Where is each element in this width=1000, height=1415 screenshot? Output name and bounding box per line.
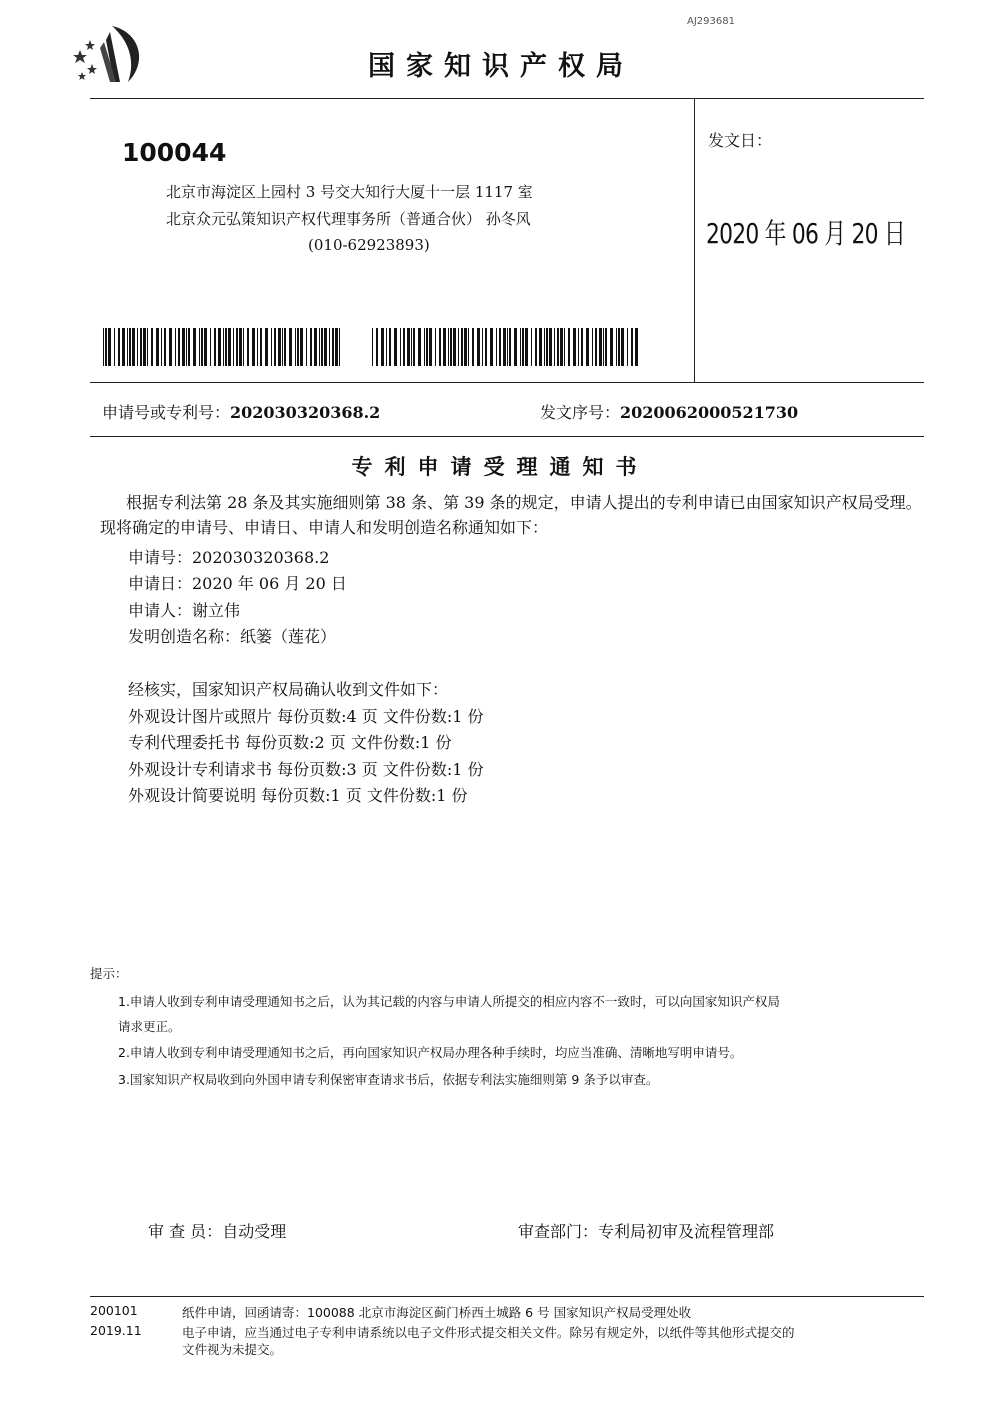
barcode-right-icon xyxy=(372,328,642,366)
barcode-bar xyxy=(295,328,296,366)
barcode-bar xyxy=(193,328,196,366)
barcode-bar xyxy=(429,328,432,366)
postcode: 100044 xyxy=(122,138,227,167)
barcode-bar xyxy=(581,328,583,366)
barcode-bar xyxy=(546,328,548,366)
barcode-bar xyxy=(289,328,292,366)
barcode-bar xyxy=(218,328,221,366)
barcode-bar xyxy=(297,328,299,366)
barcode-bar xyxy=(535,328,537,366)
barcode-bar xyxy=(490,328,493,366)
barcode-bar xyxy=(453,328,456,366)
file-item: 外观设计图片或照片 每份页数:4 页 文件份数:1 份 xyxy=(128,707,484,726)
barcode-bar xyxy=(621,328,624,366)
barcode-bar xyxy=(156,328,159,366)
barcode-bar xyxy=(257,328,258,366)
barcode-bar xyxy=(499,328,501,366)
barcode-bar xyxy=(482,328,483,366)
field-applicant: 申请人：谢立伟 xyxy=(128,601,241,620)
barcode-bar xyxy=(403,328,405,366)
barcode-bar xyxy=(319,328,320,366)
file-item: 专利代理委托书 每份页数:2 页 文件份数:1 份 xyxy=(128,733,452,752)
barcode-bar xyxy=(603,328,604,366)
examiner-label: 审 查 员： xyxy=(148,1222,223,1241)
barcode-bar xyxy=(605,328,607,366)
barcode-bar xyxy=(514,328,517,366)
barcode-bar xyxy=(477,328,480,366)
barcode-bar xyxy=(418,328,421,366)
phone-number: (010-62923893) xyxy=(308,236,430,254)
barcode-bar xyxy=(332,328,334,366)
footer-text-2-cont: 文件视为未提交。 xyxy=(182,1342,283,1357)
department-value: 专利局初审及流程管理部 xyxy=(598,1222,775,1241)
barcode-bar xyxy=(175,328,176,366)
barcode-bar xyxy=(239,328,242,366)
barcode-bar xyxy=(509,328,511,366)
barcode-bar xyxy=(201,328,203,366)
barcode-bar xyxy=(310,328,312,366)
barcode-bar xyxy=(169,328,172,366)
barcode-bar xyxy=(468,328,469,366)
intro-paragraph: 根据专利法第 28 条及其实施细则第 38 条、第 39 条的规定，申请人提出的专利申请已由国家知识产权局受理。现将确定的申请号、申请日、申请人和发明创造名称通知如下： xyxy=(100,493,922,537)
hint-item-1: 1.申请人收到专利申请受理通知书之后，认为其记载的内容与申请人所提交的相应内容不一致时，可以向国家知识产权局 xyxy=(118,994,780,1009)
barcode-bar xyxy=(564,328,565,366)
hint-item-2: 2.申请人收到专利申请受理通知书之后，再向国家知识产权局办理各种手续时，均应当准确、清晰地写明申请号。 xyxy=(118,1045,743,1060)
barcode-bar xyxy=(329,328,330,366)
barcode-bar xyxy=(503,328,506,366)
title-rule xyxy=(90,436,924,437)
barcode-bar xyxy=(140,328,142,366)
barcode-bar xyxy=(247,328,249,366)
hints-heading: 提示： xyxy=(90,966,128,981)
examiner-value: 自动受理 xyxy=(222,1222,287,1241)
barcode-bar xyxy=(443,328,446,366)
send-date: 2020 年 06 月 20 日 xyxy=(706,217,905,250)
file-item: 外观设计专利请求书 每份页数:3 页 文件份数:1 份 xyxy=(128,760,484,779)
department-row xyxy=(518,1219,774,1242)
barcode-bar xyxy=(274,328,276,366)
header-divider xyxy=(694,98,695,382)
barcode-bar xyxy=(618,328,620,366)
barcode-bar xyxy=(472,328,474,366)
barcode-bar xyxy=(557,328,559,366)
hint-item-3: 3.国家知识产权局收到向外国申请专利保密审查请求书后，依据专利法实施细则第 9 条予以审查。 xyxy=(118,1072,659,1087)
barcode-bar xyxy=(321,328,323,366)
barcode-bar xyxy=(464,328,467,366)
barcode-bar xyxy=(426,328,428,366)
barcode-bar xyxy=(439,328,441,366)
barcode-bar xyxy=(151,328,153,366)
hint-item-1-cont: 请求更正。 xyxy=(118,1019,181,1034)
barcode-bar xyxy=(105,328,107,366)
field-application-date: 申请日：2020 年 06 月 20 日 xyxy=(128,574,347,593)
barcode-bar xyxy=(635,328,638,366)
barcode-bar xyxy=(161,328,162,366)
barcode-bar xyxy=(223,328,224,366)
footer-rule xyxy=(90,1296,924,1297)
barcode-bar xyxy=(507,328,508,366)
barcode-bar xyxy=(520,328,521,366)
barcode-bar xyxy=(485,328,487,366)
barcode-bar xyxy=(394,328,397,366)
barcode-bar xyxy=(461,328,463,366)
department-label: 审查部门： xyxy=(518,1222,599,1241)
barcode-bar xyxy=(278,328,281,366)
serial-number-label: 发文序号： xyxy=(540,403,621,422)
field-invention-title: 发明创造名称：纸篓（莲花） xyxy=(128,627,337,646)
application-number-value: 202030320368.2 xyxy=(230,403,381,422)
barcode-bar xyxy=(376,328,378,366)
barcode-bar xyxy=(147,328,148,366)
barcode-bar xyxy=(424,328,425,366)
footer-code-2: 2019.11 xyxy=(90,1323,142,1338)
barcode-bar xyxy=(616,328,617,366)
barcode-bar xyxy=(182,328,185,366)
address-line-1: 北京市海淀区上园村 3 号交大知行大厦十一层 1117 室 xyxy=(166,183,533,201)
examiner-row xyxy=(148,1219,286,1242)
verify-statement: 经核实，国家知识产权局确认收到文件如下： xyxy=(128,680,449,699)
barcode-bar xyxy=(599,328,602,366)
footer-code-1: 200101 xyxy=(90,1303,138,1318)
barcode-bar xyxy=(243,328,244,366)
barcode-bar xyxy=(108,328,111,366)
barcode-bar xyxy=(252,328,255,366)
barcode-bar xyxy=(122,328,125,366)
barcode-bar xyxy=(260,328,262,366)
file-item: 外观设计简要说明 每份页数:1 页 文件份数:1 份 xyxy=(128,786,468,805)
barcode-bar xyxy=(496,328,497,366)
barcode-bar xyxy=(386,328,387,366)
barcode-bar xyxy=(228,328,231,366)
barcode-bar xyxy=(271,328,272,366)
barcode-bar xyxy=(411,328,412,366)
barcode-bar xyxy=(143,328,146,366)
field-application-number: 申请号：202030320368.2 xyxy=(128,548,330,567)
barcode-bar xyxy=(554,328,555,366)
barcode-bar xyxy=(233,328,234,366)
barcode-bar xyxy=(595,328,597,366)
barcode-bar xyxy=(132,328,135,366)
barcode-bar xyxy=(631,328,633,366)
barcode-bar xyxy=(199,328,200,366)
serial-number-value: 2020062000521730 xyxy=(620,403,799,422)
barcode-bar xyxy=(372,328,373,366)
barcode-bar xyxy=(306,328,307,366)
footer-text-2: 电子申请，应当通过电子专利申请系统以电子文件形式提交相关文件。除另有规定外，以纸件等其他形式提交的 xyxy=(182,1325,795,1340)
barcode-bar xyxy=(568,328,570,366)
barcode-bar xyxy=(164,328,166,366)
barcode-bar xyxy=(539,328,542,366)
barcode-bar xyxy=(381,328,384,366)
barcode-bar xyxy=(236,328,238,366)
application-number-row xyxy=(102,400,380,423)
barcode-bar xyxy=(407,328,410,366)
barcode-bar xyxy=(186,328,187,366)
barcode-bar xyxy=(450,328,452,366)
barcode-bar xyxy=(339,328,340,366)
barcode-bar xyxy=(204,328,207,366)
barcode-bar xyxy=(284,328,286,366)
document-id: AJ293681 xyxy=(687,16,735,27)
barcode-bar xyxy=(435,328,436,366)
barcode-bar xyxy=(549,328,552,366)
serial-number-row xyxy=(540,400,798,423)
barcode-bar xyxy=(389,328,391,366)
barcode-bar xyxy=(300,328,303,366)
barcode-bar xyxy=(531,328,532,366)
barcode-bar xyxy=(314,328,317,366)
barcode-bar xyxy=(400,328,401,366)
barcode-bar xyxy=(114,328,115,366)
barcode-bar xyxy=(413,328,415,366)
barcode-bar xyxy=(282,328,283,366)
cnipa-logo-icon xyxy=(70,22,150,86)
barcode-bar xyxy=(335,328,338,366)
barcode-bar xyxy=(188,328,190,366)
barcode-left-icon xyxy=(103,328,345,366)
barcode-bar xyxy=(578,328,579,366)
barcode-bar xyxy=(627,328,628,366)
barcode-bar xyxy=(225,328,227,366)
barcode-bar xyxy=(586,328,589,366)
agency-title: 国家知识产权局 xyxy=(368,51,634,82)
barcode-bar xyxy=(127,328,128,366)
barcode-bar xyxy=(592,328,593,366)
barcode-bar xyxy=(178,328,180,366)
barcode-bar xyxy=(560,328,563,366)
barcode-bar xyxy=(573,328,576,366)
address-line-2: 北京众元弘策知识产权代理事务所（普通合伙） 孙冬风 xyxy=(166,210,531,228)
barcode-bar xyxy=(210,328,211,366)
barcode-bar xyxy=(103,328,104,366)
barcode-bar xyxy=(129,328,131,366)
barcode-bar xyxy=(544,328,545,366)
header-rule xyxy=(90,98,924,99)
footer-text-1: 纸件申请，回函请寄：100088 北京市海淀区蓟门桥西土城路 6 号 国家知识产权局受理处收 xyxy=(182,1305,692,1320)
barcode-bar xyxy=(118,328,120,366)
barcode-bar xyxy=(214,328,216,366)
barcode-bar xyxy=(137,328,138,366)
application-number-label: 申请号或专利号： xyxy=(102,403,231,422)
notice-title: 专利申请受理通知书 xyxy=(351,454,649,479)
barcode-bar xyxy=(610,328,613,366)
barcode-bar xyxy=(265,328,268,366)
barcode-bar xyxy=(525,328,528,366)
address-rule xyxy=(90,382,924,383)
send-date-label: 发文日： xyxy=(708,131,773,150)
barcode-bar xyxy=(522,328,524,366)
barcode-bar xyxy=(458,328,459,366)
barcode-bar xyxy=(448,328,449,366)
barcode-bar xyxy=(324,328,327,366)
